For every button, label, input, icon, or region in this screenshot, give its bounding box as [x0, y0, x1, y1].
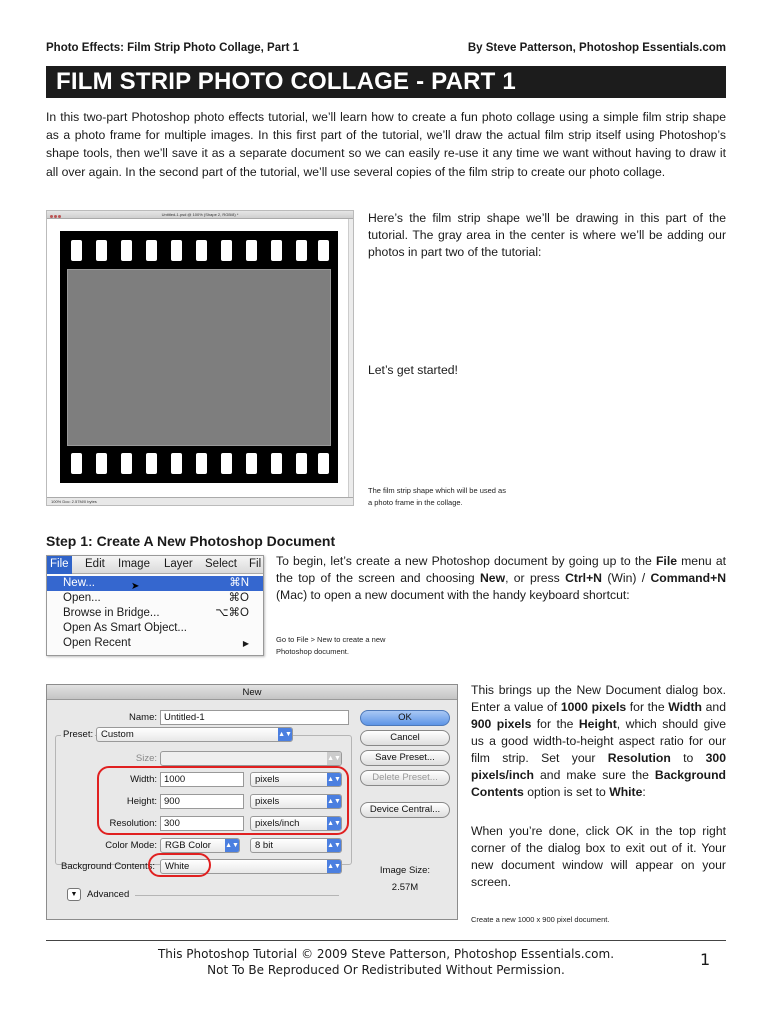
- ok-button[interactable]: OK: [360, 710, 450, 726]
- dialog-paragraph-1: This brings up the New Document dialog box. Enter a value of 1000 pixels for the Width and 900 pixels for the Height, which should give us a good width-to-height aspect ratio for our film strip. Set your Resolution to 300 pixels/inch and make sure the Background Contents option is set to White:: [471, 683, 726, 799]
- save-preset-button[interactable]: Save Preset...: [360, 750, 450, 766]
- stepper-arrows-icon: ▲▼: [327, 773, 341, 786]
- stepper-arrows-icon: ▲▼: [327, 817, 341, 830]
- menu-item-browse-bridge[interactable]: Browse in Bridge... ⌥⌘O: [63, 607, 249, 619]
- resolution-unit-select[interactable]: pixels/inch ▲▼: [250, 816, 342, 831]
- device-central-button[interactable]: Device Central...: [360, 802, 450, 818]
- cancel-button[interactable]: Cancel: [360, 730, 450, 746]
- width-input[interactable]: 1000: [160, 772, 244, 787]
- step1-paragraph: To begin, let’s create a new Photoshop document by going up to the File menu at the top of the screen and choosing New, or press Ctrl+N (Win) / Command+N (Mac) to open a new document with the handy keyboard shortcut:: [276, 554, 726, 602]
- resolution-input[interactable]: 300: [160, 816, 244, 831]
- menu-edit[interactable]: Edit: [85, 558, 105, 570]
- film-strip-image: [60, 231, 338, 483]
- divider: [135, 895, 339, 896]
- sprocket-holes-bottom: [69, 453, 329, 474]
- color-mode-select[interactable]: RGB Color ▲▼: [160, 838, 240, 853]
- menu-filter[interactable]: Fil: [249, 558, 262, 570]
- menu-item-new[interactable]: New... ➤ ⌘N: [47, 576, 263, 591]
- dialog-paragraph-2: When you’re done, click OK in the top right corner of the dialog box to exit out of it. Your new document window will appear on your screen.: [471, 824, 726, 889]
- intro-paragraph: In this two-part Photoshop photo effects tutorial, we’ll learn how to create a fun photo collage using a simple film strip shape as a photo frame for multiple images. In this first part of the tutorial, we’ll draw the actual film strip itself using Photoshop’s shape tools, then we’ll save it as a separate document so we can easily re-use it any time we want without having to draw it all over again. In the second part of the tutorial, we’ll use several copies of the film strip to create our photo collage.: [46, 110, 726, 179]
- page-number: 1: [700, 950, 711, 969]
- header-left: Photo Effects: Film Strip Photo Collage, Part 1: [46, 42, 300, 54]
- dialog-title: New: [47, 685, 457, 700]
- submenu-arrow-icon: ▶: [242, 639, 249, 648]
- background-contents-select[interactable]: White ▲▼: [160, 859, 342, 874]
- resolution-label: Resolution:: [109, 818, 157, 829]
- menu-item-open[interactable]: Open... ⌘O: [63, 592, 249, 604]
- filmstrip-description: Here’s the film strip shape we’ll be drawing in this part of the tutorial. The gray area in the center is where we’ll be adding our photos in part two of the tutorial:: [368, 211, 726, 259]
- name-label: Name:: [129, 712, 157, 723]
- page-header: [46, 42, 726, 58]
- menu-image[interactable]: Image: [118, 558, 150, 570]
- delete-preset-button: Delete Preset...: [360, 770, 450, 786]
- bit-depth-select[interactable]: 8 bit ▲▼: [250, 838, 342, 853]
- highlight-dimensions: [97, 766, 349, 835]
- menu-item-open-smart-object[interactable]: Open As Smart Object...: [63, 622, 187, 634]
- width-label: Width:: [130, 774, 157, 785]
- advanced-label: Advanced: [87, 889, 130, 900]
- photo-area: [67, 269, 331, 446]
- height-input[interactable]: 900: [160, 794, 244, 809]
- step-1-heading: Step 1: Create A New Photoshop Document: [46, 533, 336, 549]
- advanced-toggle-icon[interactable]: ▼: [67, 888, 81, 901]
- menu-select[interactable]: Select: [205, 558, 237, 570]
- header-right: By Steve Patterson, Photoshop Essentials.com: [467, 42, 726, 54]
- sprocket-holes-top: [69, 240, 329, 261]
- footer-divider: [46, 940, 726, 941]
- footer-line-2: Not To Be Reproduced Or Redistributed Without Permission.: [207, 963, 565, 977]
- name-input[interactable]: Untitled-1: [160, 710, 349, 725]
- menu-bar: [47, 556, 263, 574]
- image-size-value: 2.57M: [391, 882, 419, 893]
- scrollbar: [348, 219, 353, 497]
- window-buttons-icon: [50, 213, 62, 217]
- menu-item-open-recent[interactable]: Open Recent ▶: [63, 637, 249, 649]
- filmstrip-caption: The film strip shape which will be used as a photo frame in the collage.: [368, 486, 506, 507]
- new-document-dialog: [46, 684, 458, 920]
- window-title: Untitled-1.psd @ 100% (Shape 2, RGB/8) *: [161, 212, 239, 217]
- stepper-arrows-icon: ▲▼: [327, 860, 341, 873]
- file-menu-screenshot: [46, 555, 264, 656]
- preset-label: Preset:: [63, 729, 94, 740]
- width-unit-select[interactable]: pixels ▲▼: [250, 772, 342, 787]
- footer-line-1: This Photoshop Tutorial © 2009 Steve Patterson, Photoshop Essentials.com.: [157, 947, 615, 961]
- stepper-arrows-icon: ▲▼: [278, 728, 292, 741]
- preset-select[interactable]: Custom ▲▼: [96, 727, 293, 742]
- window-titlebar: [47, 211, 353, 219]
- color-mode-label: Color Mode:: [105, 840, 157, 851]
- menu-file[interactable]: File: [47, 556, 72, 574]
- height-unit-select[interactable]: pixels ▲▼: [250, 794, 342, 809]
- size-select: [160, 751, 342, 766]
- footer: [46, 946, 726, 978]
- dialog-caption: Create a new 1000 x 900 pixel document.: [471, 915, 610, 924]
- highlight-background: [148, 853, 211, 877]
- status-bar: 100% Doc: 2.57M/0 bytes: [47, 497, 353, 505]
- stepper-arrows-icon: ▲▼: [327, 839, 341, 852]
- height-label: Height:: [126, 796, 157, 807]
- stepper-arrows-icon: ▲▼: [327, 795, 341, 808]
- stepper-arrows-icon: ▲▼: [225, 839, 239, 852]
- background-contents-label: Background Contents:: [60, 861, 155, 872]
- image-size-label: Image Size:: [379, 865, 431, 876]
- size-label: Size:: [135, 753, 157, 764]
- stepper-arrows-icon: ▲▼: [327, 752, 341, 765]
- menu-layer[interactable]: Layer: [164, 558, 193, 570]
- mouse-pointer-icon: ➤: [131, 581, 140, 592]
- page-title: FILM STRIP PHOTO COLLAGE - PART 1: [46, 66, 726, 98]
- lets-get-started: Let’s get started!: [368, 363, 458, 377]
- menu-caption: Go to File > New to create a new Photoshop document.: [276, 635, 386, 656]
